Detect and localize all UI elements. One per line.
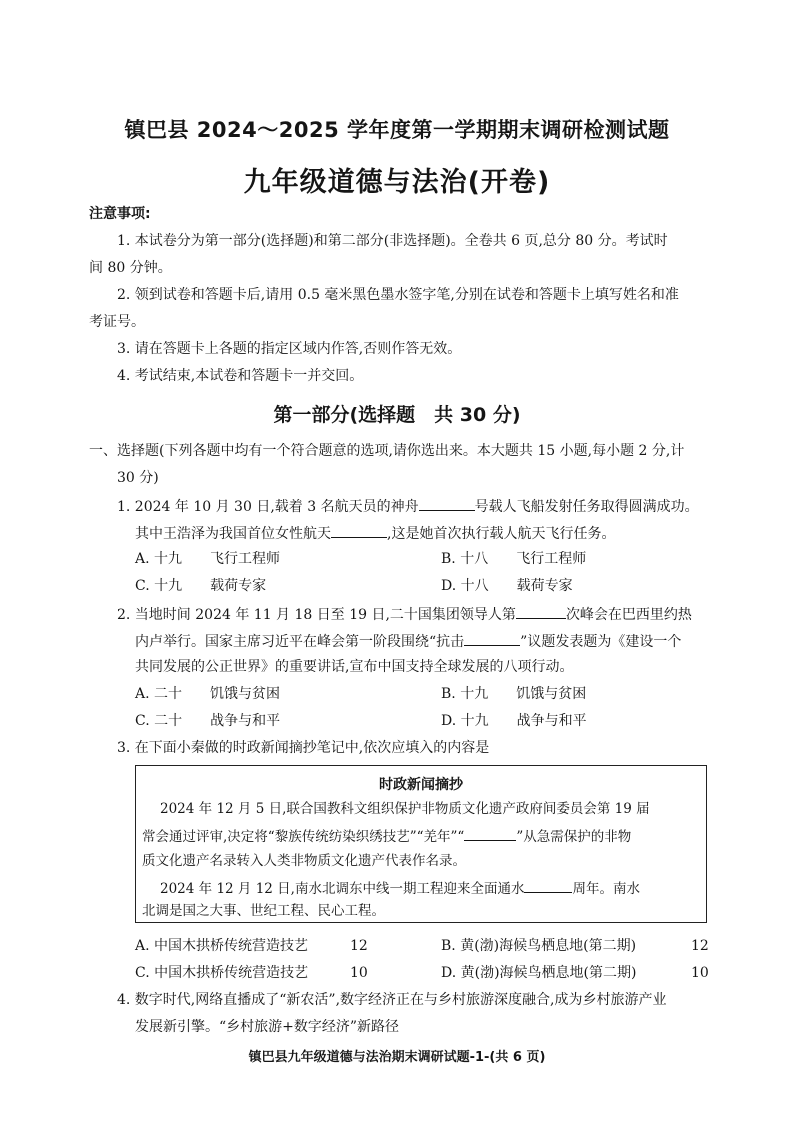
q3-option-b[interactable]: B. 黄(渤)海候鸟栖息地(第二期) bbox=[441, 938, 637, 954]
news-box-title: 时政新闻摘抄 bbox=[379, 777, 463, 793]
news-para-1-line-1: 2024 年 12 月 5 日,联合国教科文组织保护非物质文化遗产政府间委员会第 19 届 bbox=[160, 801, 650, 817]
notice-item-4: 4. 考试结束,本试卷和答题卡一并交回。 bbox=[117, 368, 364, 384]
q1-option-c[interactable]: C. 十九 载荷专家 bbox=[135, 578, 267, 594]
answer-blank bbox=[516, 604, 566, 619]
exam-subtitle: 九年级道德与法治(开卷) bbox=[243, 167, 551, 198]
question-4-line-1: 4. 数字时代,网络直播成了“新农活”,数字经济正在与乡村旅游深度融合,成为乡村旅游产业 bbox=[117, 992, 667, 1008]
notice-item-1-cont: 间 80 分钟。 bbox=[89, 260, 172, 276]
q2-option-b[interactable]: B. 十九 饥饿与贫困 bbox=[441, 686, 587, 702]
news-para-1-line-3: 质文化遗产名录转入人类非物质文化遗产代表作名录。 bbox=[142, 853, 466, 869]
q3-option-d[interactable]: D. 黄(渤)海候鸟栖息地(第二期) bbox=[441, 965, 637, 981]
q3-option-d-number: 10 bbox=[691, 965, 709, 981]
news-para-2-line-2: 北调是国之大事、世纪工程、民心工程。 bbox=[142, 903, 385, 919]
notice-label: 注意事项: bbox=[89, 206, 151, 222]
q2-option-a[interactable]: A. 二十 饥饿与贫困 bbox=[135, 686, 281, 702]
answer-blank bbox=[464, 826, 516, 841]
question-4-line-2: 发展新引擎。“乡村旅游+数字经济”新路径 bbox=[135, 1019, 400, 1035]
page-footer: 镇巴县九年级道德与法治期末调研试题-1-(共 6 页) bbox=[248, 1050, 546, 1065]
q2-option-d[interactable]: D. 十九 战争与和平 bbox=[441, 713, 587, 729]
q3-option-a[interactable]: A. 中国木拱桥传统营造技艺 bbox=[135, 938, 309, 954]
news-excerpt-box bbox=[135, 765, 707, 923]
answer-blank bbox=[331, 523, 387, 538]
answer-blank bbox=[464, 631, 520, 646]
question-3-stem: 3. 在下面小秦做的时政新闻摘抄笔记中,依次应填入的内容是 bbox=[117, 740, 490, 756]
section-intro: 一、选择题(下列各题中均有一个符合题意的选项,请你选出来。本大题共 15 小题,每小题 2 分,计 bbox=[89, 443, 685, 459]
notice-item-1: 1. 本试卷分为第一部分(选择题)和第二部分(非选择题)。全卷共 6 页,总分 80 分。考试时 bbox=[117, 233, 668, 249]
question-2-line-2: 内卢举行。国家主席习近平在峰会第一阶段围绕“抗击 ”议题发表题为《建设一个 bbox=[135, 631, 681, 651]
q1-option-a[interactable]: A. 十九 飞行工程师 bbox=[135, 551, 281, 567]
q1-option-d[interactable]: D. 十八 载荷专家 bbox=[441, 578, 573, 594]
notice-item-3: 3. 请在答题卡上各题的指定区域内作答,否则作答无效。 bbox=[117, 341, 462, 357]
q1-option-b[interactable]: B. 十八 飞行工程师 bbox=[441, 551, 587, 567]
q3-option-c-number: 10 bbox=[350, 965, 368, 981]
answer-blank bbox=[419, 496, 475, 511]
q2-option-c[interactable]: C. 二十 战争与和平 bbox=[135, 713, 281, 729]
q3-option-b-number: 12 bbox=[691, 938, 709, 954]
question-2-line-1: 2. 当地时间 2024 年 11 月 18 日至 19 日,二十国集团领导人第 次峰会在巴西里约热 bbox=[117, 604, 692, 624]
q3-option-c[interactable]: C. 中国木拱桥传统营造技艺 bbox=[135, 965, 309, 981]
notice-item-2: 2. 领到试卷和答题卡后,请用 0.5 毫米黑色墨水签字笔,分别在试卷和答题卡上填写姓名和准 bbox=[117, 287, 679, 303]
news-para-2-line-1: 2024 年 12 月 12 日,南水北调东中线一期工程迎来全面通水 周年。南水 bbox=[160, 878, 640, 898]
question-1-line-2: 其中王浩泽为我国首位女性航天 ,这是她首次执行载人航天飞行任务。 bbox=[135, 523, 615, 543]
news-para-1-line-2: 常会通过评审,决定将“黎族传统纺染织绣技艺”“羌年”“ ”从急需保护的非物 bbox=[142, 826, 631, 846]
answer-blank bbox=[524, 878, 572, 893]
notice-item-2-cont: 考证号。 bbox=[89, 314, 145, 330]
part1-title: 第一部分(选择题 共 30 分) bbox=[273, 404, 521, 426]
question-1-line-1: 1. 2024 年 10 月 30 日,载着 3 名航天员的神舟 号载人飞船发射任务取得圆满成功。 bbox=[117, 496, 699, 516]
section-intro-cont: 30 分) bbox=[117, 470, 159, 486]
exam-title: 镇巴县 2024～2025 学年度第一学期期末调研检测试题 bbox=[124, 118, 670, 142]
q3-option-a-number: 12 bbox=[350, 938, 368, 954]
question-2-line-3: 共同发展的公正世界》的重要讲话,宣布中国支持全球发展的八项行动。 bbox=[135, 659, 574, 675]
